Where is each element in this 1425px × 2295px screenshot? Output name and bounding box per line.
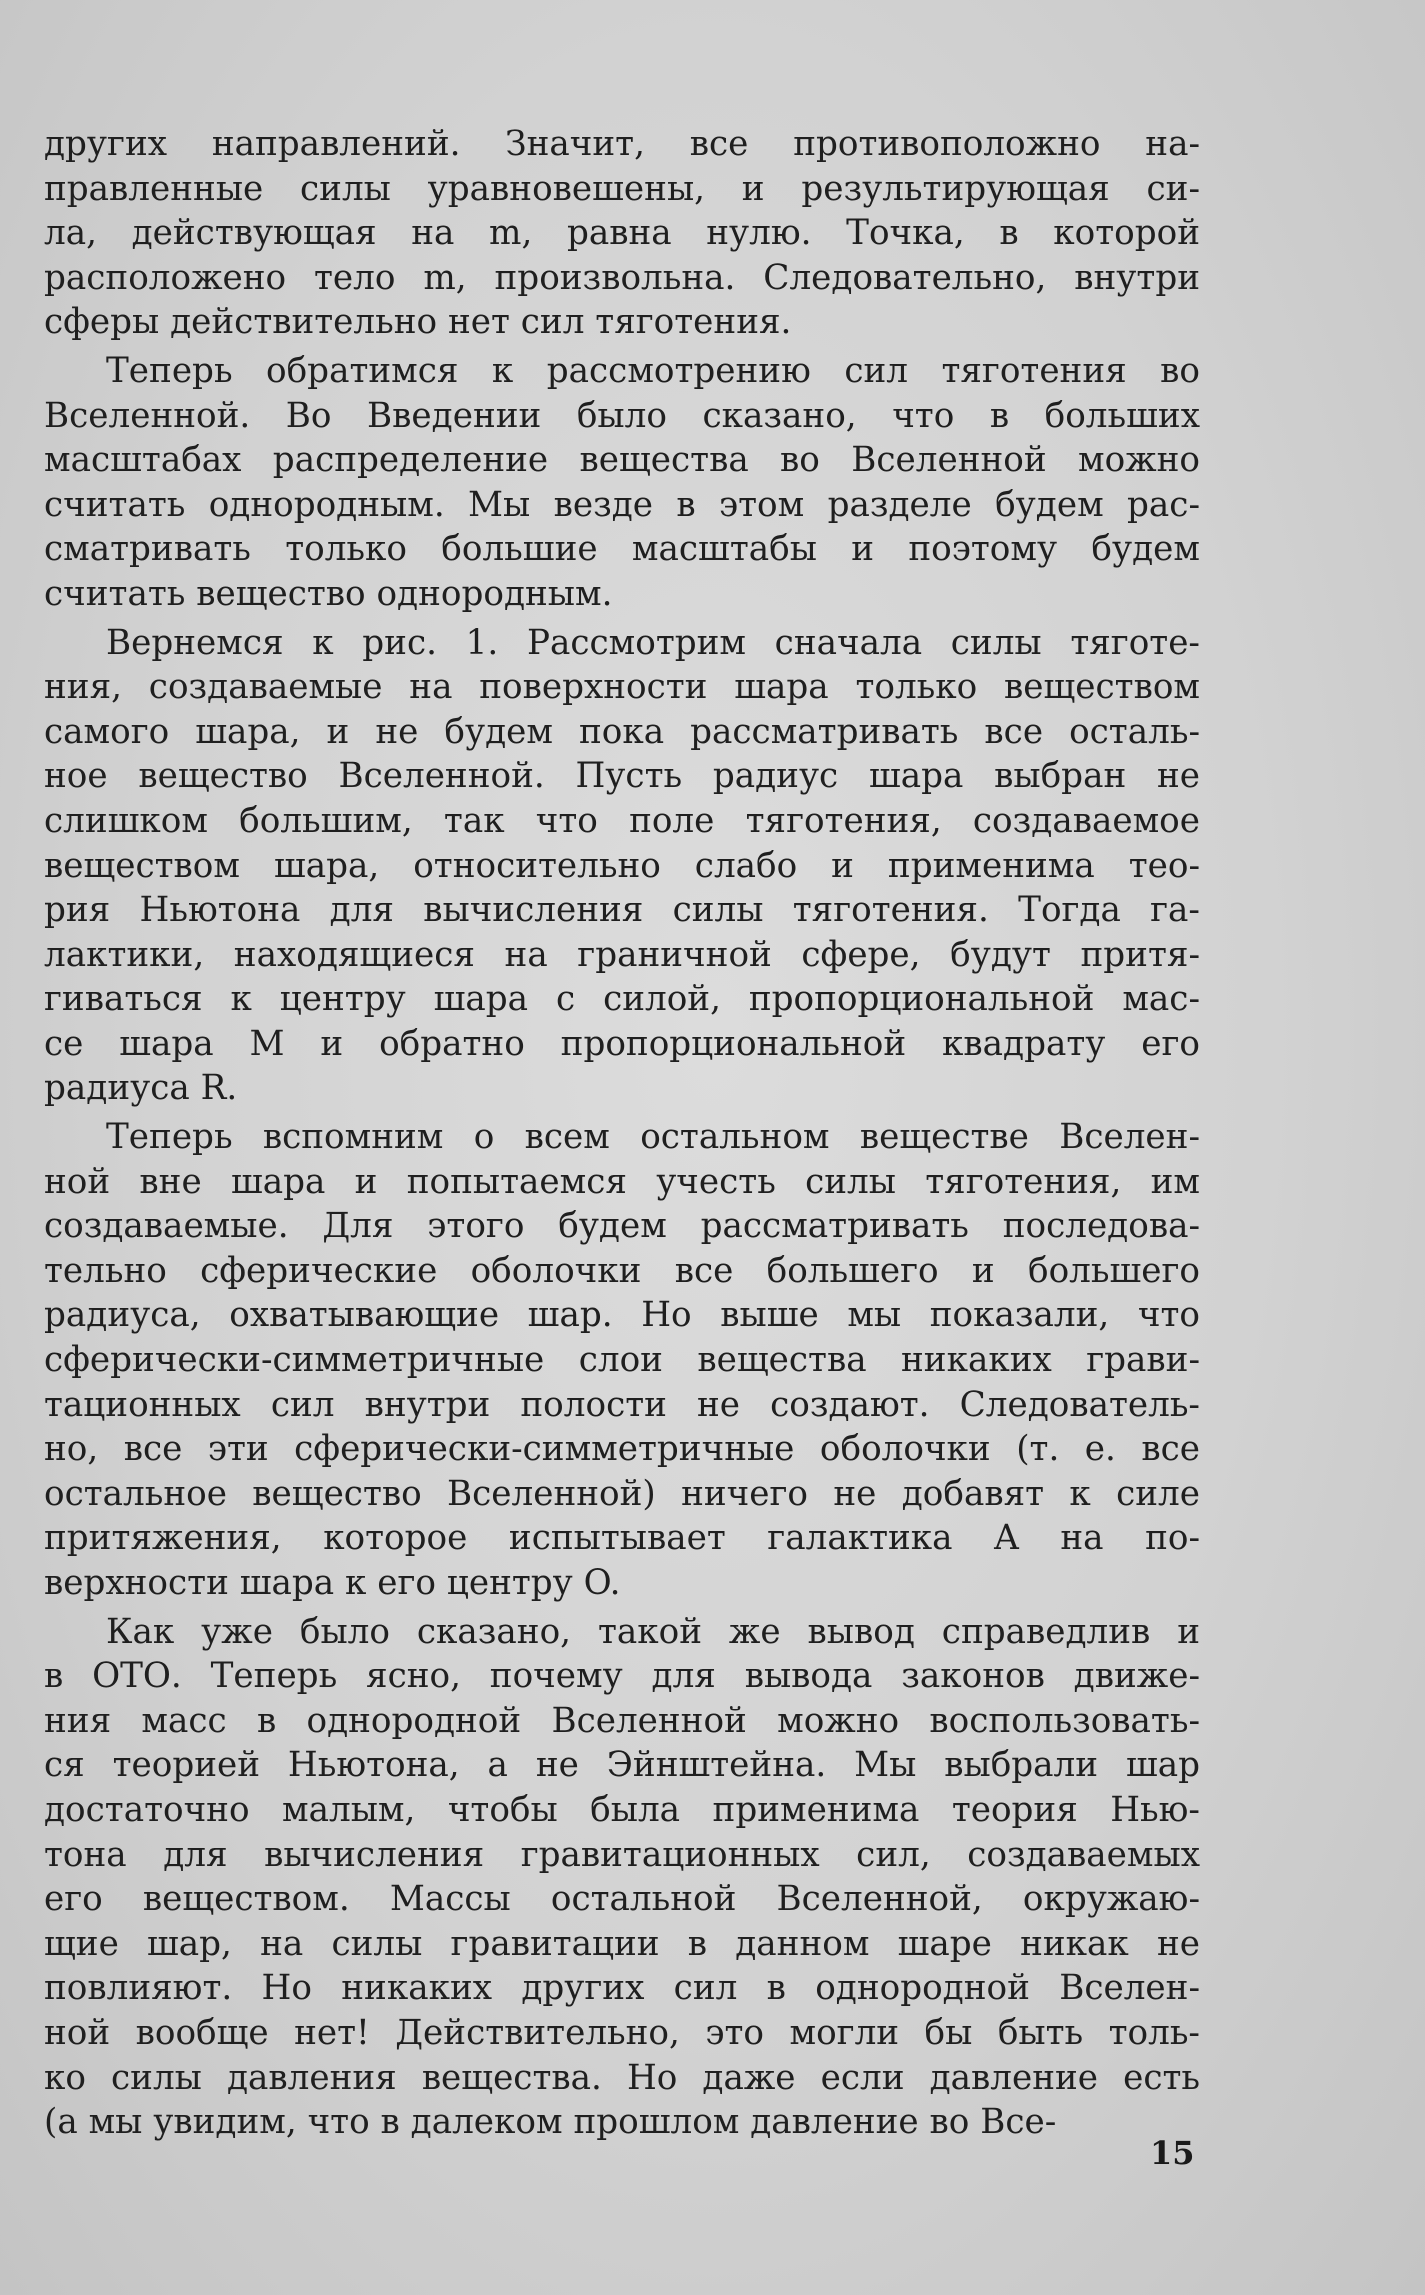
text-line: сферически-симметричные слои вещества никаких грави- — [44, 1340, 1200, 1381]
text-line: ной вне шара и попытаемся учесть силы тяготения, им — [44, 1161, 1200, 1202]
paragraph — [44, 1115, 1200, 1606]
text-line: правленные силы уравновешены, и результирующая си- — [44, 168, 1200, 209]
text-line: притяжения, которое испытывает галактика A на по- — [44, 1518, 1200, 1559]
text-line: тона для вычисления гравитационных сил, создаваемых — [44, 1834, 1200, 1875]
text-line: веществом шара, относительно слабо и применима тео- — [44, 845, 1200, 886]
text-line: остальное вещество Вселенной) ничего не добавят к силе — [44, 1473, 1200, 1514]
text-line: сматривать только большие масштабы и поэтому будем — [44, 529, 1200, 570]
paragraph — [44, 621, 1200, 1112]
text-line: Вселенной. Во Введении было сказано, что в больших — [44, 395, 1200, 436]
text-line: в ОТО. Теперь ясно, почему для вывода законов движе- — [44, 1656, 1200, 1697]
text-line: считать вещество однородным. — [44, 573, 613, 614]
text-line: ной вообще нет! Действительно, это могли бы быть толь- — [44, 2012, 1200, 2053]
page-number: 15 — [1150, 2134, 1195, 2172]
text-line: его веществом. Массы остальной Вселенной, окружаю- — [44, 1879, 1200, 1920]
text-line: радиуса, охватывающие шар. Но выше мы показали, что — [44, 1295, 1200, 1336]
text-line: Теперь вспомним о всем остальном веществе Вселен- — [106, 1117, 1200, 1158]
text-line: щие шар, на силы гравитации в данном шаре никак не — [44, 1923, 1200, 1964]
text-line: повлияют. Но никаких других сил в однородной Вселен- — [44, 1968, 1200, 2009]
text-line: других направлений. Значит, все противоположно на- — [44, 124, 1200, 164]
text-line: ния, создаваемые на поверхности шара только веществом — [44, 667, 1200, 708]
text-line: самого шара, и не будем пока рассматривать все осталь- — [44, 711, 1200, 752]
text-line: достаточно малым, чтобы была применима теория Нью- — [44, 1789, 1200, 1830]
text-line: но, все эти сферически-симметричные оболочки (т. е. все — [44, 1429, 1200, 1470]
text-line: верхности шара к его центру O. — [44, 1563, 621, 1603]
text-line: считать однородным. Мы везде в этом разделе будем рас- — [44, 484, 1200, 525]
text-line: лактики, находящиеся на граничной сфере, будут притя- — [44, 934, 1200, 975]
text-line: тельно сферические оболочки все большего и большего — [44, 1250, 1200, 1291]
text-line: ния масс в однородной Вселенной можно воспользовать- — [44, 1700, 1200, 1741]
text-line: ся теорией Ньютона, а не Эйнштейна. Мы выбрали шар — [44, 1745, 1200, 1786]
text-line: слишком большим, так что поле тяготения, создаваемое — [44, 800, 1200, 841]
text-line: расположено тело m, произвольна. Следовательно, внутри — [44, 257, 1200, 298]
text-line: Как уже было сказано, такой же вывод справедлив и — [106, 1611, 1200, 1652]
text-line: (а мы увидим, что в далеком прошлом давление во Все- — [44, 2102, 1057, 2143]
text-line: гиваться к центру шара с силой, пропорциональной мас- — [44, 979, 1200, 1020]
text-line: создаваемые. Для этого будем рассматривать последова- — [44, 1206, 1200, 1247]
text-line: рия Ньютона для вычисления силы тяготения. Тогда га- — [44, 890, 1200, 931]
text-line: масштабах распределение вещества во Вселенной можно — [44, 440, 1200, 481]
text-line: ла, действующая на m, равна нулю. Точка, в которой — [44, 213, 1200, 254]
text-line: ко силы давления вещества. Но даже если давление есть — [44, 2057, 1200, 2098]
text-line: сферы действительно нет сил тяготения. — [44, 302, 792, 343]
text-line: Теперь обратимся к рассмотрению сил тяготения во — [106, 350, 1200, 391]
text-line: радиуса R. — [44, 1068, 238, 1109]
text-line: ное вещество Вселенной. Пусть радиус шара выбран не — [44, 756, 1200, 797]
page-body — [44, 122, 1200, 2222]
text-line: се шара M и обратно пропорциональной квадрату его — [44, 1023, 1200, 1064]
paragraph — [44, 122, 1200, 345]
paragraph — [44, 349, 1200, 617]
paragraph — [44, 1610, 1200, 2145]
text-line: тационных сил внутри полости не создают. Следователь- — [44, 1384, 1200, 1425]
text-line: Вернемся к рис. 1. Рассмотрим сначала силы тяготе- — [106, 622, 1200, 663]
